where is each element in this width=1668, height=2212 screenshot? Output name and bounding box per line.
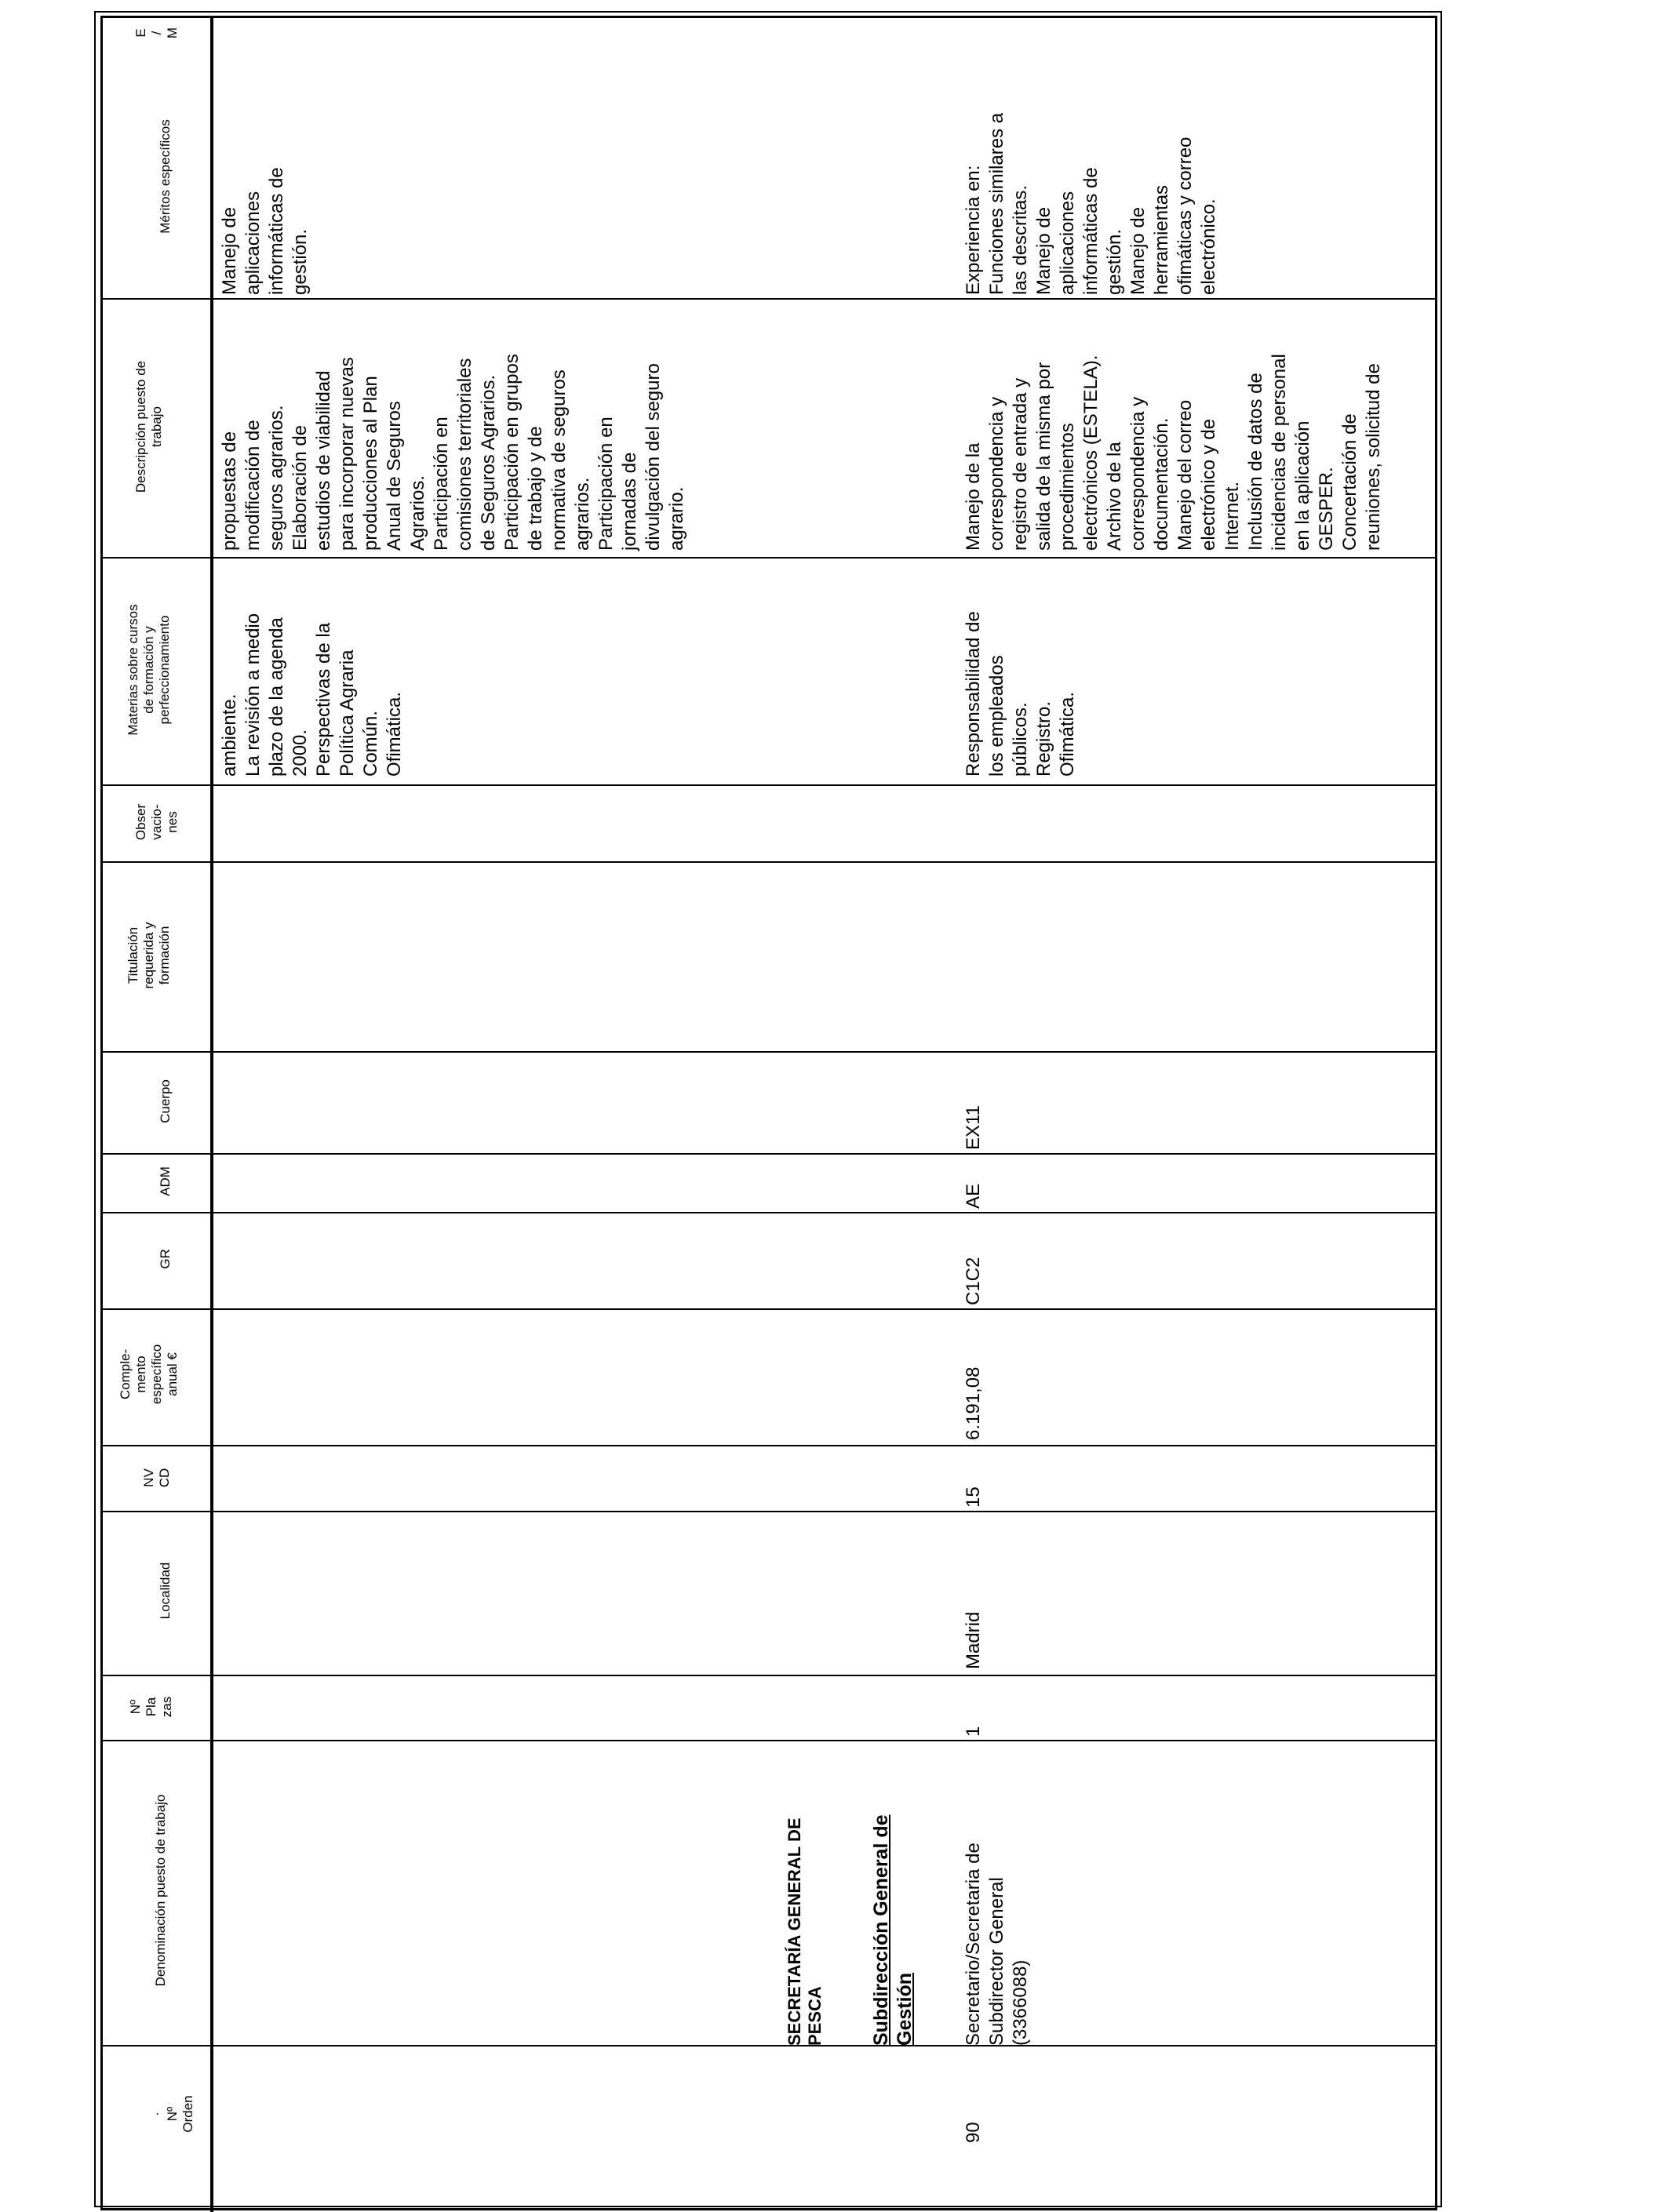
column-divider — [100, 1308, 1437, 1310]
column-divider — [100, 1445, 1437, 1446]
header-adm: ADM — [158, 1166, 173, 1196]
header-observaciones: Obser vacio- nes — [133, 803, 180, 841]
header-localidad: Localidad — [158, 1562, 173, 1620]
column-divider — [100, 861, 1437, 863]
column-divider — [100, 1740, 1437, 1741]
column-divider — [100, 2045, 1437, 2046]
descripcion-continuation: propuestas de modificación de seguros agrarios. Elaboración de estudios de viabilidad para incorporar nuevas producciones al Plan Anual de Seguros Agrarios. Participación en comisiones territoriales de Seguros Agrarios. Participación en grupos de trabajo y de normativa de seguros agrarios. Participación en jornadas de divulgación del seguro agrario. — [219, 354, 687, 551]
header-orden — [149, 2055, 196, 2173]
row-materias: Responsabilidad de los empleados públicos. Registro. Ofimática. — [963, 611, 1078, 777]
column-divider — [100, 1511, 1437, 1512]
column-divider — [100, 784, 1437, 786]
row-grupo: C1C2 — [963, 1257, 984, 1305]
header-titulacion: Titulación requerida y formación — [126, 922, 172, 989]
header-separator — [210, 16, 213, 2212]
row-orden: 90 — [963, 2122, 984, 2143]
subsection-heading: Subdirección General de Gestión — [870, 1814, 916, 2046]
header-nivel: NV CD — [141, 1468, 172, 1488]
row-localidad: Madrid — [963, 1611, 984, 1669]
row-cuerpo: EX11 — [963, 1105, 984, 1150]
column-divider — [100, 1051, 1437, 1053]
header-plazas: Nº Pla zas — [128, 1696, 174, 1718]
header-denominacion: Denominación puesto de trabajo — [153, 1794, 168, 1987]
materias-continuation: ambiente. La revisión a medio plazo de la agenda 2000. Perspectivas de la Política Agraria Común. Ofimática. — [219, 613, 405, 777]
column-divider — [100, 1675, 1437, 1676]
row-denominacion: Secretario/Secretaria de Subdirector General (3366088) — [963, 1843, 1031, 2046]
column-divider — [100, 1212, 1437, 1213]
row-descripcion: Manejo de la correspondencia y registro de entrada y salida de la misma por procedimientos electrónicos (ESTELA). Archivo de la correspondencia y documentación. Manejo del correo electrónico y de Internet. Inclusión de datos de incidencias de personal en la aplicación GESPER. Concertación de reuniones, solicitud de — [963, 354, 1384, 551]
row-adm: AE — [963, 1183, 984, 1209]
column-divider — [100, 1153, 1437, 1155]
meritos-continuation: Manejo de aplicaciones informáticas de gestión. — [219, 167, 311, 295]
row-nivel: 15 — [963, 1486, 984, 1508]
row-meritos: Experiencia en: Funciones similares a las descritas. Manejo de aplicaciones informáticas de gestión. Manejo de herramientas ofimáticas y correo electrónico. — [963, 112, 1219, 295]
header-em: E / M — [133, 27, 180, 39]
header-complemento: Comple- mento específico anual € — [118, 1344, 180, 1405]
header-descripcion: Descripción puesto de trabajo — [133, 360, 164, 493]
header-grupo: GR — [158, 1249, 173, 1269]
header-orden-label: Nº Orden — [165, 2095, 195, 2133]
row-complemento: 6.191,08 — [963, 1366, 984, 1440]
header-meritos: Méritos específicos — [158, 119, 173, 234]
header-dot: · — [149, 2112, 164, 2116]
header-materias: Materias sobre cursos de formación y perfeccionamiento — [126, 604, 172, 736]
section-heading: SECRETARÍA GENERAL DE PESCA — [785, 1817, 825, 2046]
row-plazas: 1 — [963, 1726, 984, 1737]
header-cuerpo: Cuerpo — [158, 1079, 173, 1123]
